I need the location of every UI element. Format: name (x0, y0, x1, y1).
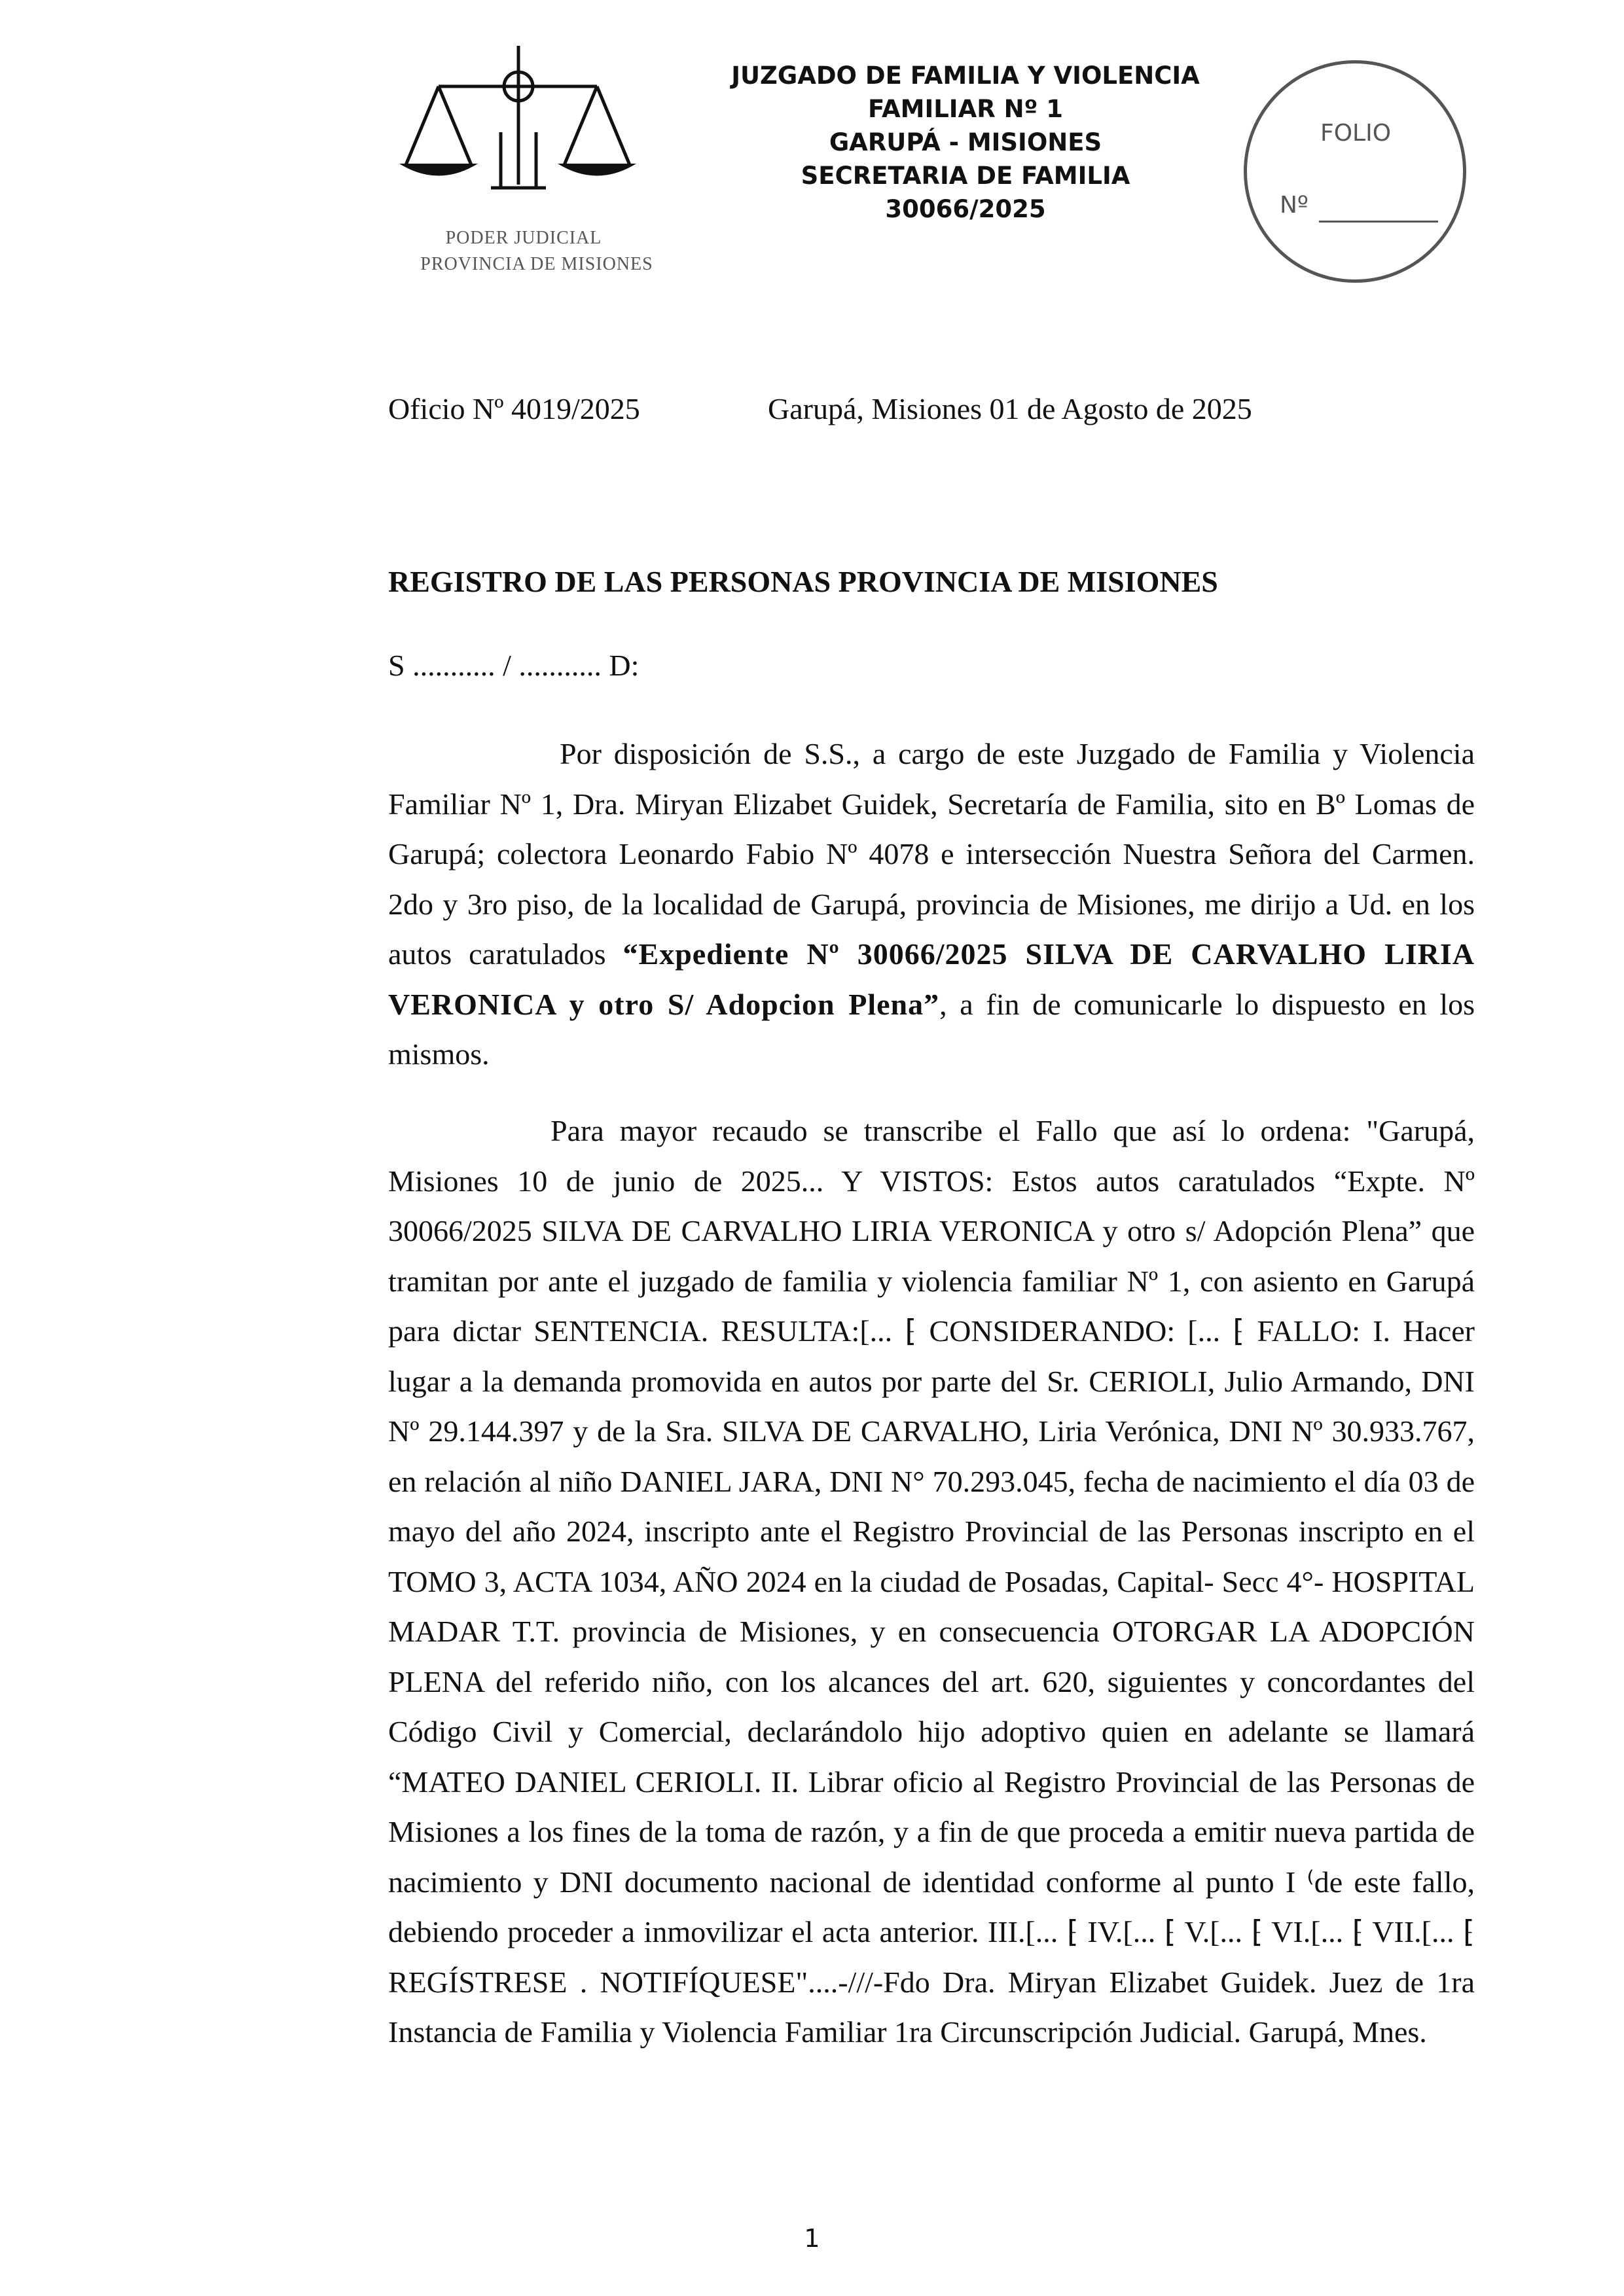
paragraph-ruling: Para mayor recaudo se transcribe el Fallo que así lo ordena: "Garupá, Misiones 10 de junio de 2025... Y VISTOS: Estos autos caratulados “Expte. Nº 30066/2025 SILVA DE CARVALHO LIRIA VERONICA y otro s/ Adopción Plena” que tramitan por ante el juzgado de familia y violencia familiar Nº 1, con asiento en Garupá para dictar SENTENCIA. RESULTA:[... ⁅ CONSIDERANDO: [... ⁅ FALLO: I. Hacer lugar a la demanda promovida en autos por parte del Sr. CERIOLI, Julio Armando, DNI Nº 29.144.397 y de la Sra. SILVA DE CARVALHO, Liria Verónica, DNI Nº 30.933.767, en relación al niño DANIEL JARA, DNI N° 70.293.045, fecha de nacimiento el día 03 de mayo del año 2024, inscripto ante el Registro Provincial de las Personas inscripto en el TOMO 3, ACTA 1034, AÑO 2024 en la ciudad de Posadas, Capital- Secc 4°- HOSPITAL MADAR T.T. provincia de Misiones, y en consecuencia OTORGAR LA ADOPCIÓN PLENA del referido niño, con los alcances del art. 620, siguientes y concordantes del Código Civil y Comercial, declarándolo hijo adoptivo quien en adelante se llamará “MATEO DANIEL CERIOLI. II. Librar oficio al Registro Provincial de las Personas de Misiones a los fines de la toma de razón, y a fin de que proceda a emitir nueva partida de nacimiento y DNI documento nacional de identidad conforme al punto I ⁽de este fallo, debiendo proceder a inmovilizar el acta anterior. III.[... ⁅ IV.[... ⁅ V.[... ⁅ VI.[... ⁅ VII.[... ⁅ REGÍSTRESE . NOTIFÍQUESE"....-///-Fdo Dra. Miryan Elizabet Guidek. Juez de 1ra Instancia de Familia y Violencia Familiar 1ra Circunscripción Judicial. Garupá, Mnes. (388, 1114, 1475, 2049)
court-line-1: JUZGADO DE FAMILIA Y VIOLENCIA (731, 62, 1200, 90)
emblem-line-1: PODER JUDICIAL (445, 228, 602, 248)
folio-stamp (1244, 60, 1466, 283)
paragraph-intro-text: Por disposición de S.S., a cargo de este Juzgado de Familia y Violencia Familiar Nº 1, Dra. Miryan Elizabet Guidek, Secretaría de Familia, sito en Bº Lomas de Garupá; colectora Leonardo Fabio Nº 4078 e intersección Nuestra Señora del Carmen. 2do y 3ro piso, de la localidad de Garupá, provincia de Misiones, me dirijo a Ud. en los autos caratulados (388, 737, 1475, 971)
court-heading (674, 59, 1257, 226)
emblem-line-2: PROVINCIA DE MISIONES (420, 254, 653, 274)
folio-label: FOLIO (1320, 120, 1392, 147)
court-line-2: FAMILIAR Nº 1 (867, 95, 1064, 123)
court-line-3: GARUPÁ - MISIONES (829, 128, 1102, 156)
oficio-row (388, 391, 1252, 426)
case-title: “Expediente Nº 30066/2025 SILVA DE CARVALHO LIRIA VERONICA y otro S/ Adopcion Plena” (388, 937, 1475, 1021)
court-line-5: 30066/2025 (885, 195, 1046, 223)
oficio-number: Oficio Nº 4019/2025 (388, 392, 640, 425)
paragraph-intro-end: , a fin de comunicarle lo dispuesto en los mismos. (388, 987, 1475, 1071)
paragraph-intro (388, 729, 1475, 1080)
salutation: S ........... / ........... D: (388, 649, 640, 682)
folio-number-label: Nº (1280, 192, 1308, 219)
recipient: REGISTRO DE LAS PERSONAS PROVINCIA DE MISIONES (388, 565, 1218, 598)
folio-number-blank (1319, 221, 1438, 223)
oficio-place-date: Garupá, Misiones 01 de Agosto de 2025 (768, 392, 1252, 425)
poder-judicial-emblem (393, 41, 694, 289)
page-number: 1 (804, 2224, 820, 2253)
court-line-4: SECRETARIA DE FAMILIA (801, 162, 1130, 190)
scales-of-justice-icon (393, 41, 681, 230)
